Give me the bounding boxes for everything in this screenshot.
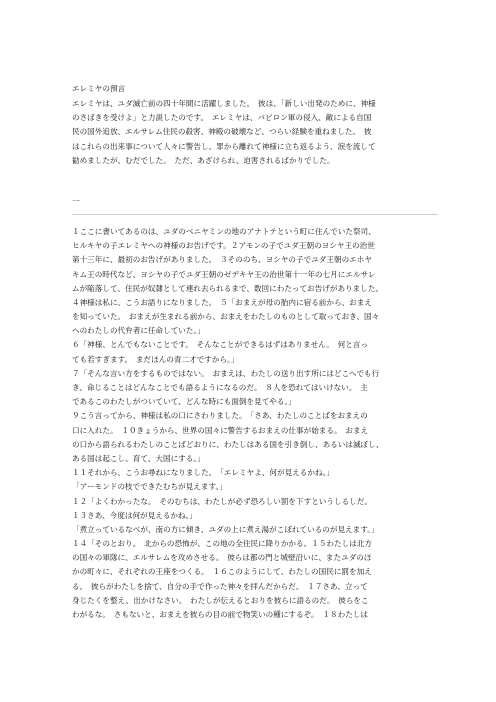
verse-line: の口から語られるわたしのことばどおりに、わたしはある国を引き倒し、あるいは滅ぼし、 [72,439,384,449]
verse-text [72,225,438,622]
chapter-heading: 一 [72,196,80,206]
verse-line: キム王の時代など、ヨシヤの子でユダ王朝のゼデキヤ王の治世第十一年の七月にエルサレ [72,269,376,279]
verse-line: ある国は起こし、育て、大国にする。」 [72,453,205,463]
verse-line: １４「そのとおり。 北からの恐怖が、この地の全住民に降りかかる。１５わたしは北方 [72,539,372,549]
verse-line: ６「神様、とんでもないことです。 そんなことができるはずはありません。 何と言っ [72,340,368,350]
verse-line: かの町々に、それぞれの王座をつくる。 １６このようにして、わたしの国民に罰を加え [72,567,372,577]
verse-line: ７「そんな言い方をするものではない。 おまえは、わたしの送り出す所にはどこへでも行 [72,368,380,378]
document-title: エレミヤの預言 [72,84,126,93]
verse-line: ムが陥落して、住民が奴隷として連れ去られるまで、数回にわたってお告げがありました。 [72,283,384,293]
verse-line: 口に入れた。 １０きょうから、世界の国々に警告するおまえの仕事が始まる。 おまえ [72,425,369,435]
intro-line: はこれらの出来事について人々に警告し、罪から離れて神様に立ち返るよう、涙を流して [72,141,376,151]
verse-line: １ここに書いてあるのは、ユダのベニヤミンの地のアナトテという町に住んでいた祭司、 [72,226,376,236]
verse-line: １１それから、こうお尋ねになりました。 「エレミヤよ、何が見えるかね。」 [72,468,334,478]
verse-line: ても若すぎます。 まだほんの青二才ですから。」 [72,354,239,364]
intro-paragraph [72,97,438,168]
intro-line: のさばきを受けよ」と力説したのです。 エレミヤは、バビロン軍の侵入、敵による自国 [72,113,372,123]
intro-line: エレミヤは、ユダ滅亡前の四十年間に活躍しました。 彼は、「新しい出発のために、神様 [72,99,376,108]
verse-line: へのわたしの代弁者に任命していた。」 [72,326,205,336]
verse-line: ４神様は私に、こうお語りになりました。 ５「おまえが母の胎内に宿る前から、おまえ [72,297,372,307]
verse-line: の国々の軍隊に、エルサレムを攻めさせる。 彼らは都の門と城壁沿いに、またユダのほ [72,553,372,563]
intro-line: 民の国外追放、エルサレム住民の殺害、神殿の破壊など、つらい経験を重ねました。 彼 [72,127,372,137]
intro-line: 勧めましたが、むだでした。 ただ、あざけられ、迫害されるばかりでした。 [72,155,335,165]
verse-line: ９こう言ってから、神様は私の口にさわりました。 「さあ、わたしのことばをおまえの [72,411,368,421]
verse-line: 身じたくを整え、出かけなさい。 わたしが伝えるとおりを彼らに語るのだ。 彼らをこ [72,595,369,605]
verse-line: を知っていた。 おまえが生まれる前から、おまえをわたしのものとして取っておき、国々 [72,312,380,322]
verse-line: 第十三年に、最初のお告げがありました。 ３そののち、ヨシヤの子でユダ王朝のエホヤ [72,255,372,265]
verse-line: 「煮立っているなべが、南の方に傾き、ユダの上に煮え湯がこぼれているのが見えます。」 [72,524,379,534]
document-page [72,82,438,622]
verse-line: る。 彼らがわたしを捨て、自分の手で作った神々を拝んだからだ。 １７さあ、立って [72,581,368,591]
verse-line: き、命じることはどんなことでも語るようになるのだ。 ８人を恐れてはいけない。 主 [72,383,368,392]
chapter-divider [72,214,438,215]
verse-line: ヒルキヤの子エレミヤへの神様のお告げです。２アモンの子でユダ王朝のヨシヤ王の治世 [72,241,375,251]
verse-line: 「アーモンドの枝でできたむちが見えます。」 [72,482,227,492]
verse-line: わがるな。 さもないと、おまえを彼らの目の前で物笑いの種にするぞ。 １８わたしは [72,610,368,619]
verse-line: １２「よくわかったな。 そのむちは、わたしが必ず恐ろしい罰を下すというしるしだ。 [72,496,372,506]
verse-line: １３さあ、今度は何が見えるかね。」 [72,510,197,520]
verse-line: であるこのわたしがついていて、どんな時にも面倒を見てやる。」 [72,397,296,407]
